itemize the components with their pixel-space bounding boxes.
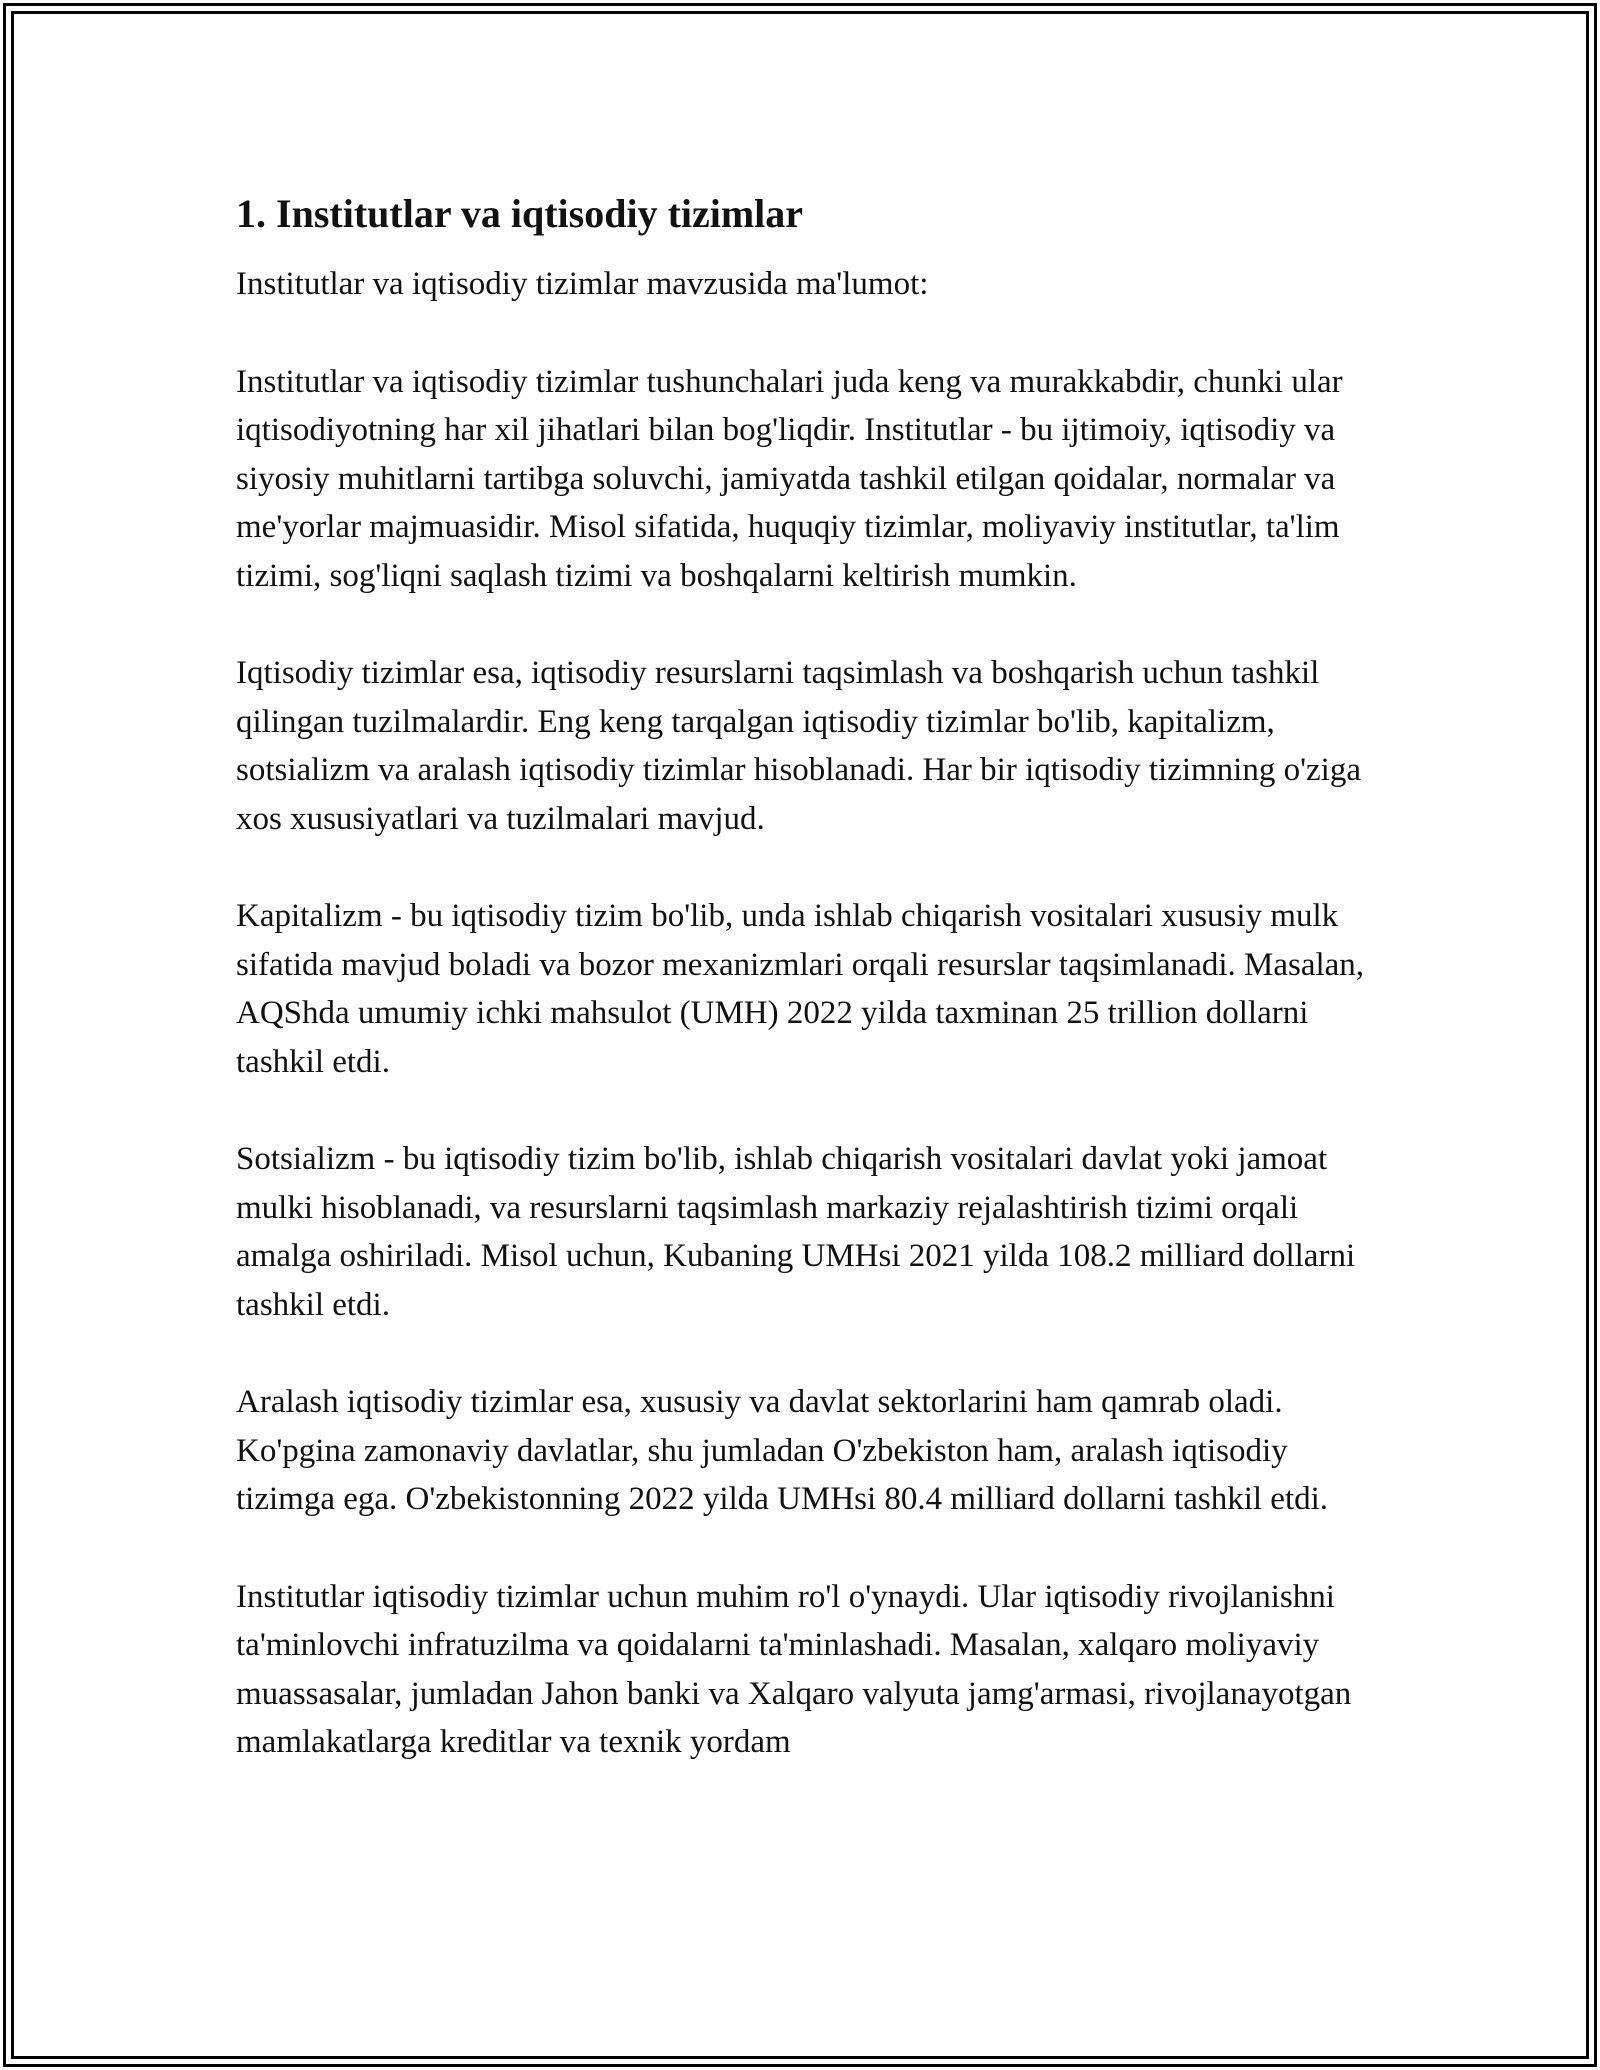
paragraph-capitalism: Kapitalizm - bu iqtisodiy tizim bo'lib, unda ishlab chiqarish vositalari xususiy mulk sifatida mavjud boladi va bozor mexanizmlari orqali resurslar taqsimlanadi. Masalan, AQShda umumiy ichki mahsulot (UMH) 2022 yilda taxminan 25 trillion dollarni tashkil etdi. bbox=[236, 898, 1365, 1080]
paragraph-socialism: Sotsializm - bu iqtisodiy tizim bo'lib, ishlab chiqarish vositalari davlat yoki jamoat mulki hisoblanadi, va resurslarni taqsimlash markaziy rejalashtirish tizimi orqali amalga oshiriladi. Misol uchun, Kubaning UMHsi 2021 yilda 108.2 milliard dollarni tashkil etdi. bbox=[236, 1141, 1356, 1323]
paragraph-institutions: Institutlar va iqtisodiy tizimlar tushunchalari juda keng va murakkabdir, chunki ular iqtisodiyotning har xil jihatlari bilan bog'liqdir. Institutlar - bu ijtimoiy, iqtisodiy va siyosiy muhitlarni tartibga soluvchi, jamiyatda tashkil etilgan qoidalar, normalar va me'yorlar majmuasidir. Misol sifatida, huquqiy tizimlar, moliyaviy institutlar, ta'lim tizimi, sog'liqni saqlash tizimi va boshqalarni keltirish mumkin. bbox=[236, 363, 1343, 594]
paragraph-role-of-institutions: Institutlar iqtisodiy tizimlar uchun muhim ro'l o'ynaydi. Ular iqtisodiy rivojlanishni ta'minlovchi infratuzilma va qoidalarni ta'minlashadi. Masalan, xalqaro moliyaviy muassasalar, jumladan Jahon banki va Xalqaro valyuta jamg'armasi, rivojlanayotgan mamlakatlarga kreditlar va texnik yordam bbox=[236, 1578, 1352, 1760]
document-title: 1. Institutlar va iqtisodiy tizimlar bbox=[236, 191, 804, 236]
paragraph-economic-systems: Iqtisodiy tizimlar esa, iqtisodiy resurslarni taqsimlash va boshqarish uchun tashkil qilingan tuzilmalardir. Eng keng tarqalgan iqtisodiy tizimlar bo'lib, kapitalizm, sotsializm va aralash iqtisodiy tizimlar hisoblanadi. Har bir iqtisodiy tizimning o'ziga xos xususiyatlari va tuzilmalari mavjud. bbox=[236, 655, 1361, 837]
paragraph-mixed-economy: Aralash iqtisodiy tizimlar esa, xususiy va davlat sektorlarini ham qamrab oladi. Ko'pgina zamonaviy davlatlar, shu jumladan O'zbekiston ham, aralash iqtisodiy tizimga ega. O'zbekistonning 2022 yilda UMHsi 80.4 milliard dollarni tashkil etdi. bbox=[236, 1384, 1329, 1517]
paragraph-intro: Institutlar va iqtisodiy tizimlar mavzusida ma'lumot: bbox=[236, 266, 929, 302]
document-body bbox=[236, 188, 1366, 1816]
